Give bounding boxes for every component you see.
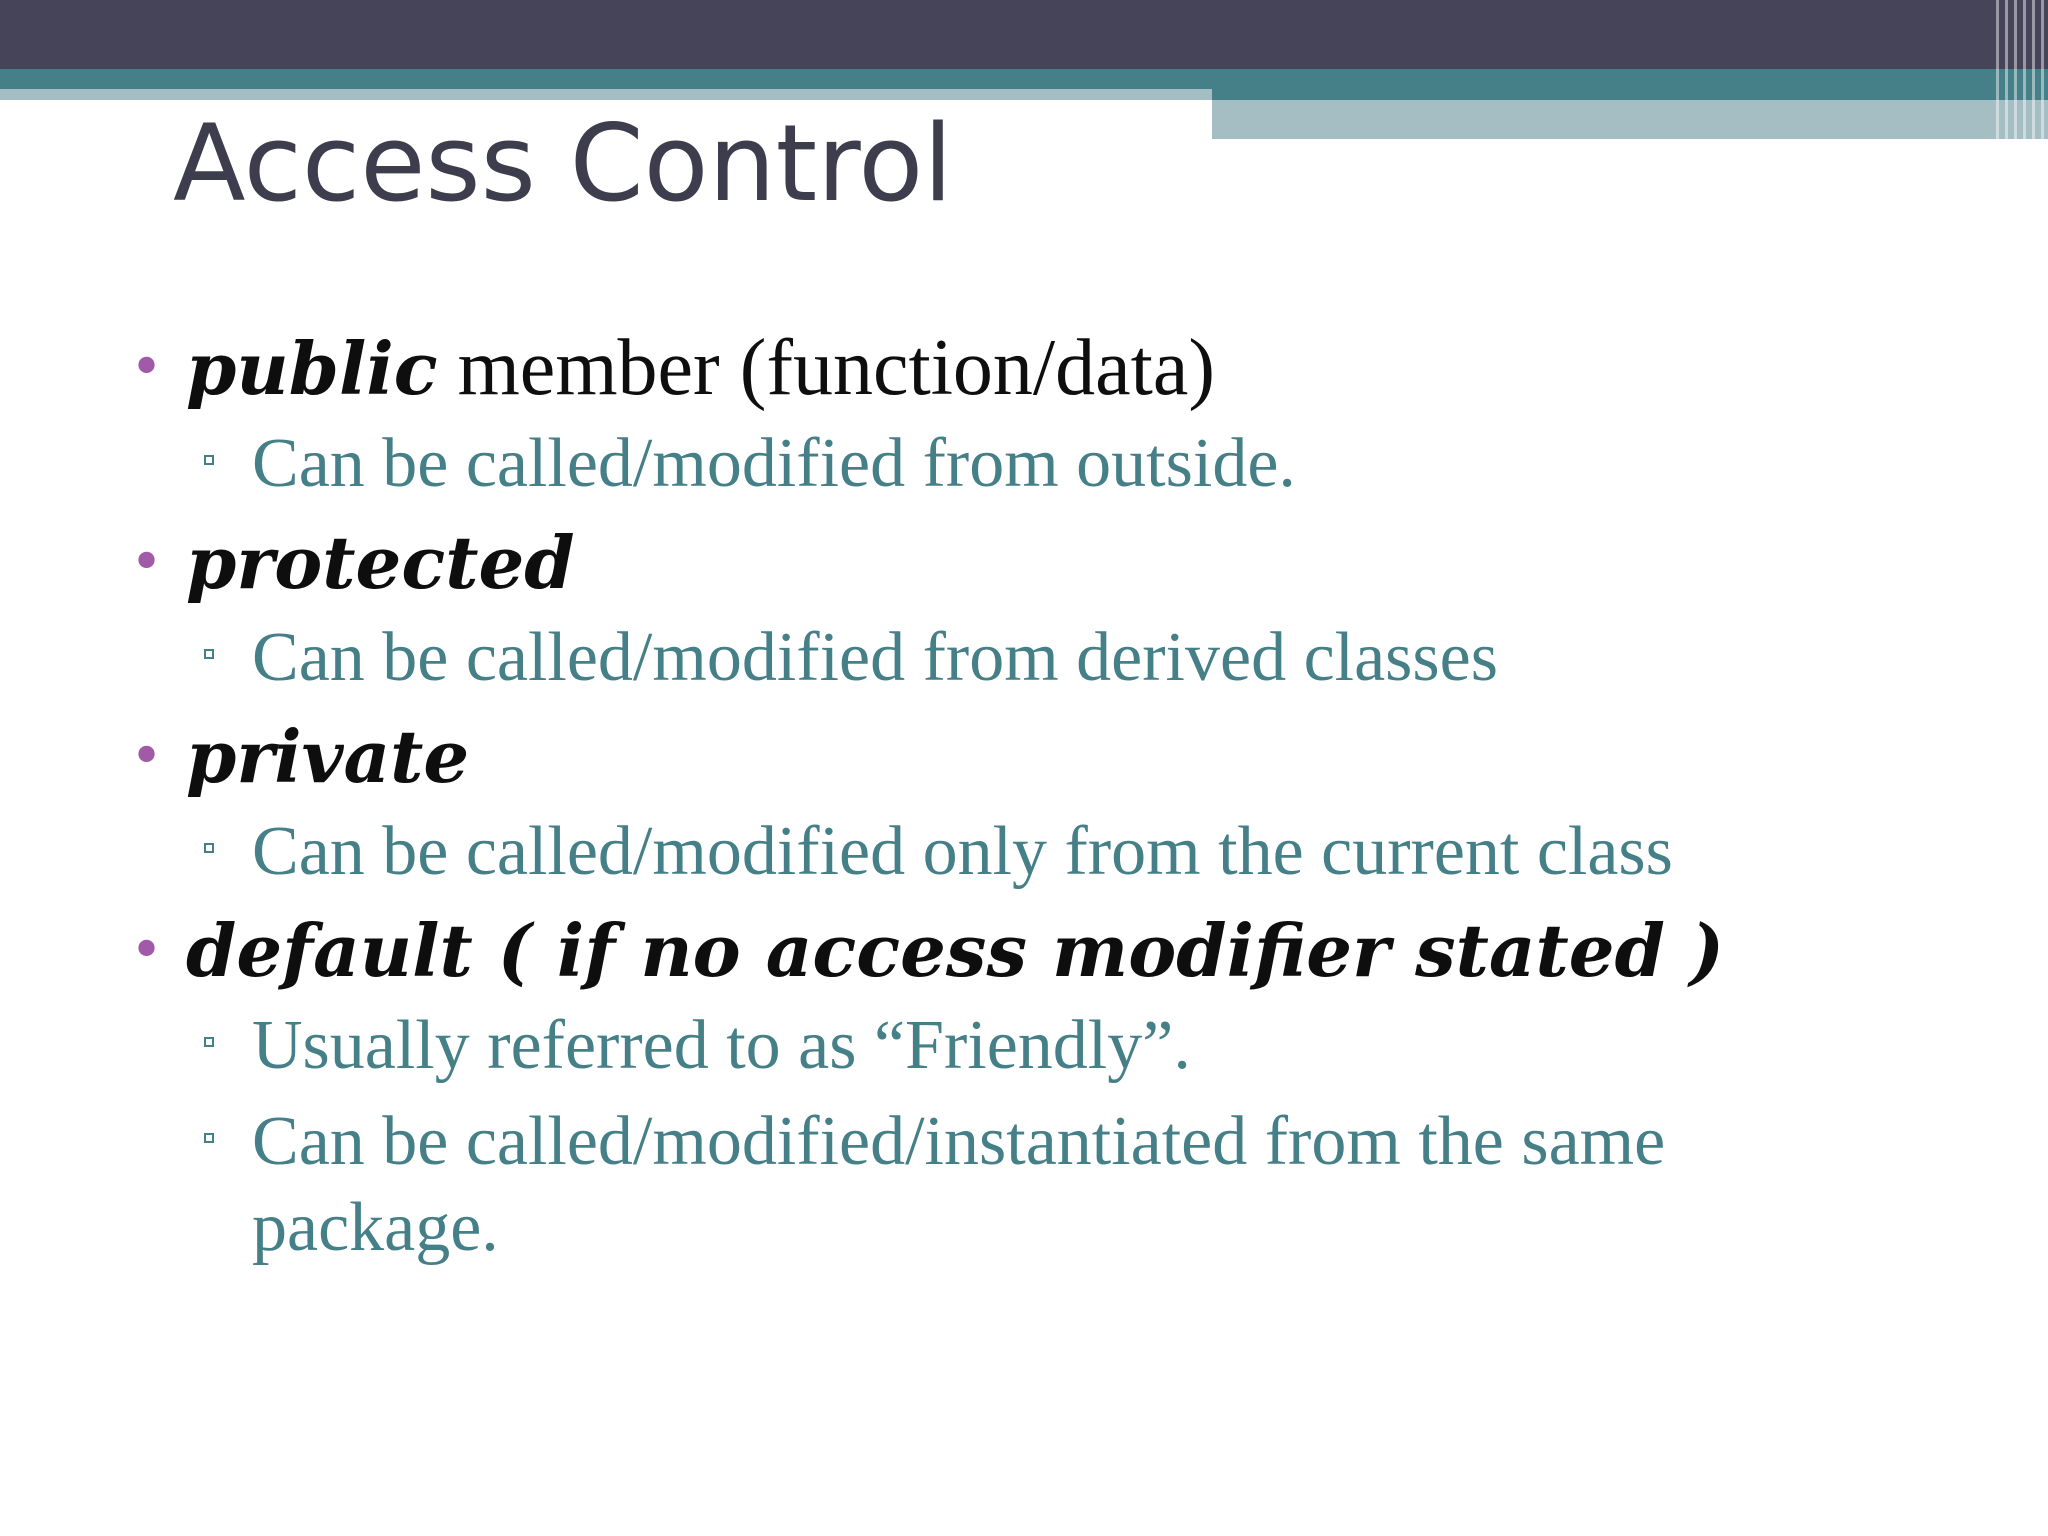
square-bullet-icon [204, 1037, 214, 1047]
sub-item-text: Can be called/modified only from the current class [252, 813, 1673, 890]
square-bullet-icon [204, 649, 214, 659]
header-edge-stripes [1990, 0, 2048, 139]
header-band-light-left [0, 89, 1212, 100]
sub-item-private-1 [252, 809, 1990, 895]
sub-item-text: Can be called/modified from derived classes [252, 619, 1498, 696]
sub-item-default-2 [252, 1099, 1832, 1271]
keyword-public-description: member (function/data) [437, 324, 1216, 412]
sub-item-public-1 [252, 421, 1990, 507]
sub-item-text: Can be called/modified/instantiated from the same package. [252, 1103, 1666, 1266]
bullet-item-public [130, 322, 1990, 415]
square-bullet-icon [204, 455, 214, 465]
sub-item-text: Can be called/modified from outside. [252, 425, 1296, 502]
slide-title: Access Control [173, 102, 953, 225]
sub-item-default-1 [252, 1003, 1990, 1089]
bullet-dot-icon: • [130, 335, 164, 400]
keyword-default: default ( if no access modifier stated ) [186, 908, 1725, 993]
square-bullet-icon [204, 843, 214, 853]
keyword-private: private [186, 714, 470, 799]
bullet-item-protected [130, 517, 1990, 609]
header-band-dark [0, 0, 2048, 69]
keyword-public: public [186, 326, 438, 411]
bullet-item-private [130, 711, 1990, 803]
square-bullet-icon [204, 1133, 214, 1143]
sub-item-protected-1 [252, 615, 1990, 701]
bullet-dot-icon: • [130, 918, 164, 983]
header-band-light-right [1212, 100, 2048, 139]
keyword-protected: protected [186, 520, 575, 605]
bullet-dot-icon: • [130, 530, 164, 595]
bullet-dot-icon: • [130, 724, 164, 789]
bullet-list [130, 322, 1990, 1281]
bullet-item-default [130, 905, 1990, 997]
sub-item-text: Usually referred to as “Friendly”. [252, 1007, 1191, 1084]
